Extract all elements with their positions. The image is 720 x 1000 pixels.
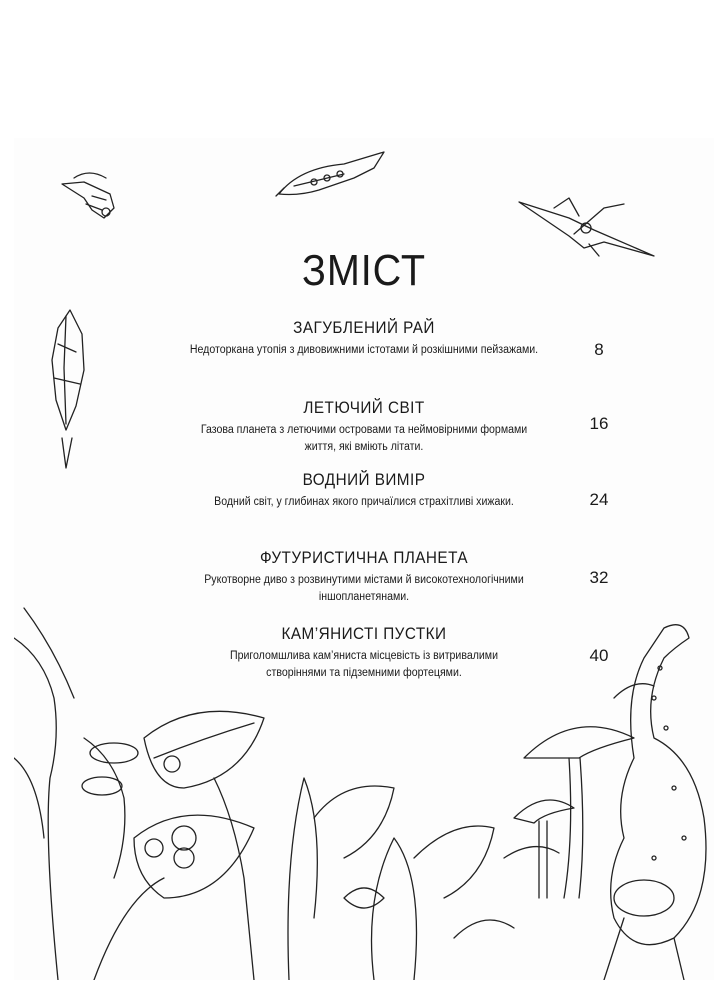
toc-entry-page-3: 24 (589, 490, 609, 509)
toc-entry-page-4: 32 (589, 568, 609, 587)
toc-entry-1[interactable] (114, 318, 614, 359)
creature-illustration (604, 625, 706, 980)
foliage-center-illustration (288, 778, 514, 980)
book-page (14, 138, 714, 980)
mushroom-illustration (504, 727, 634, 898)
toc-title: ЗМІСТ (302, 246, 426, 295)
toc-entry-description: Газова планета з летючими островами та неймовірними формами життя, які вміють літати. (200, 424, 528, 453)
toc-entry-2[interactable] (114, 398, 614, 456)
toc-entry-heading: КАМ’ЯНИСТІ ПУСТКИ (281, 624, 447, 643)
toc-entry-description: Недоторкана утопія з дивовижними істотами й розкішними пейзажами. (189, 344, 539, 356)
toc-entry-page-5: 40 (589, 646, 609, 665)
toc-entry-description: Водний світ, у глибинах якого причаїлися страхітливі хижаки. (214, 496, 514, 508)
toc-entry-description: Рукотворне диво з розвинутими містами й високотехнологічними іншопланетянами. (204, 574, 524, 603)
toc-entry-page-1: 8 (594, 340, 604, 359)
spaceship-small-illustration (62, 173, 114, 218)
toc-entry-heading: ВОДНИЙ ВИМІР (302, 470, 426, 489)
crystal-illustration (52, 310, 84, 468)
toc-entry-heading: ФУТУРИСТИЧНА ПЛАНЕТА (259, 548, 469, 567)
spaceship-central-illustration (276, 152, 384, 196)
toc-entry-5[interactable] (114, 624, 614, 682)
toc-entry-heading: ЗАГУБЛЕНИЙ РАЙ (293, 318, 435, 337)
toc-entry-page-2: 16 (589, 414, 609, 433)
toc-entry-3[interactable] (114, 470, 614, 511)
toc-entry-4[interactable] (114, 548, 614, 606)
toc-entry-heading: ЛЕТЮЧИЙ СВІТ (303, 398, 425, 417)
toc-entry-description: Приголомшлива кам’яниста місцевість із витривалими створіннями та підземними фортецями. (230, 650, 498, 679)
